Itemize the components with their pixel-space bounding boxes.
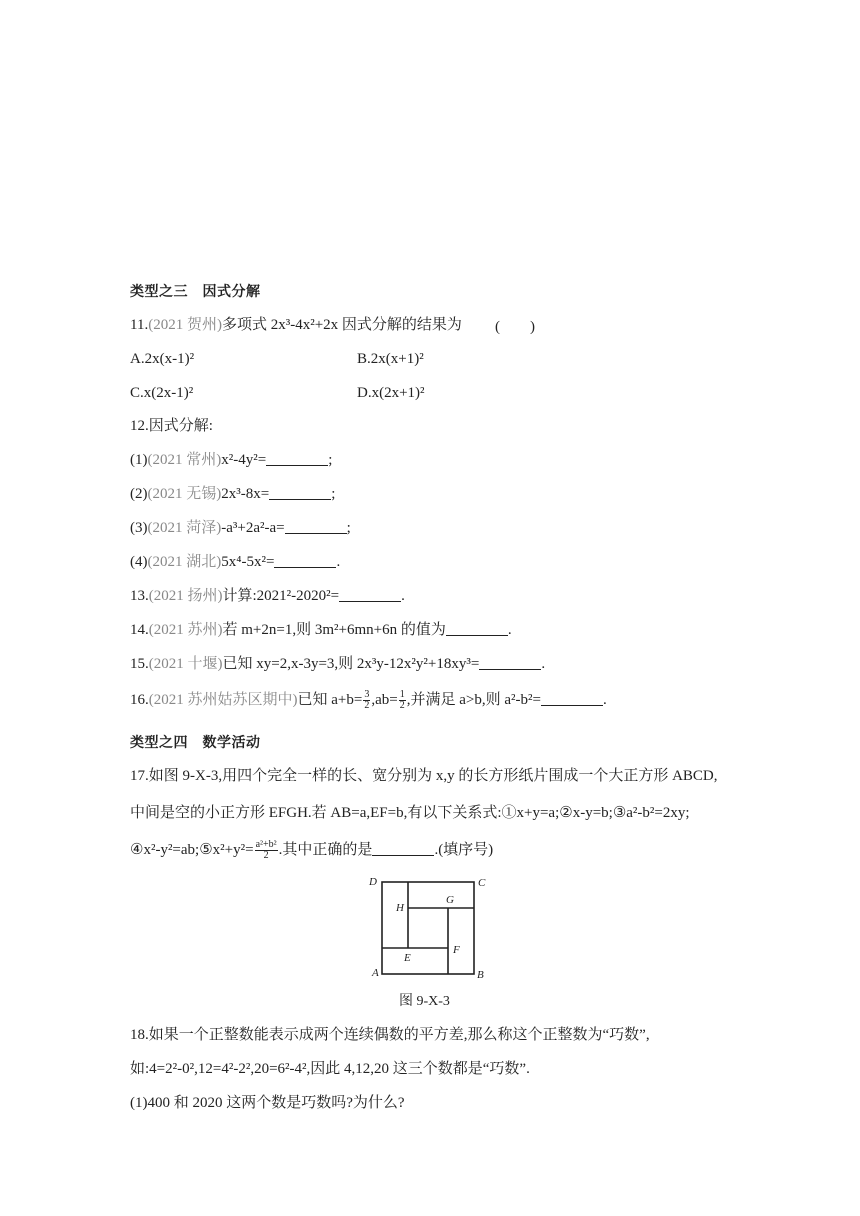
fraction bbox=[255, 840, 278, 861]
answer-blank[interactable] bbox=[479, 655, 541, 670]
section-title-math-activity: 类型之四 数学活动 bbox=[130, 735, 261, 751]
choice-c: C.x(2x-1)² bbox=[130, 385, 194, 401]
punctuation: .(填序号) bbox=[434, 842, 494, 858]
question-17-line-1: 17.如图 9-X-3,用四个完全一样的长、宽分别为 x,y 的长方形纸片围成一个大正方形 ABCD, bbox=[130, 768, 718, 784]
answer-blank[interactable] bbox=[285, 519, 347, 534]
fraction-numerator: 1 bbox=[399, 689, 405, 701]
question-12-intro: 12.因式分解: bbox=[130, 418, 213, 434]
answer-blank[interactable] bbox=[339, 587, 401, 602]
punctuation: . bbox=[401, 588, 405, 604]
expression: 2x³-8x= bbox=[221, 486, 270, 502]
question-number: 16. bbox=[130, 692, 149, 708]
question-source: (2021 苏州) bbox=[148, 622, 223, 638]
question-number: 15. bbox=[130, 656, 149, 672]
punctuation: . bbox=[541, 656, 546, 672]
answer-blank[interactable] bbox=[446, 621, 508, 636]
question-source: (2021 常州) bbox=[147, 452, 222, 468]
part-number: (2) bbox=[130, 486, 148, 502]
label-f: F bbox=[453, 944, 460, 956]
punctuation: ; bbox=[346, 520, 351, 536]
question-16 bbox=[130, 690, 607, 711]
question-18-line-2: 如:4=2²-0²,12=4²-2²,20=6²-4²,因此 4,12,20 这三个数都是“巧数”. bbox=[130, 1061, 530, 1077]
question-number: 13. bbox=[130, 588, 149, 604]
question-source: (2021 扬州) bbox=[148, 588, 223, 604]
choice-d: D.x(2x+1)² bbox=[357, 385, 425, 401]
question-15 bbox=[130, 654, 545, 674]
outer-square-abcd bbox=[382, 882, 474, 974]
question-12-part-1 bbox=[130, 450, 332, 470]
question-13 bbox=[130, 586, 405, 606]
expression: 5x⁴-5x²= bbox=[221, 554, 275, 570]
question-source: (2021 菏泽) bbox=[147, 520, 222, 536]
fraction bbox=[399, 690, 406, 711]
choice-a: A.2x(x-1)² bbox=[130, 351, 195, 367]
question-stem: ,ab= bbox=[371, 692, 398, 708]
part-number: (3) bbox=[130, 520, 148, 536]
question-source: (2021 湖北) bbox=[147, 554, 222, 570]
question-12-part-4 bbox=[130, 552, 340, 572]
answer-blank[interactable] bbox=[372, 841, 434, 856]
punctuation: . bbox=[336, 554, 341, 570]
question-18-part-1: (1)400 和 2020 这两个数是巧数吗?为什么? bbox=[130, 1095, 405, 1111]
fraction-denominator: 2 bbox=[364, 700, 370, 712]
question-stem: 若 m+2n=1,则 3m²+6mn+6n 的值为 bbox=[222, 622, 446, 638]
label-h: H bbox=[396, 902, 404, 914]
section-title-factorization: 类型之三 因式分解 bbox=[130, 284, 261, 300]
question-17-line-2: 中间是空的小正方形 EFGH.若 AB=a,EF=b,有以下关系式:①x+y=a;②x-y=b;③a²-b²=2xy; bbox=[130, 805, 690, 821]
fraction bbox=[363, 690, 370, 711]
question-stem: .其中正确的是 bbox=[278, 842, 373, 858]
question-14 bbox=[130, 620, 512, 640]
answer-blank[interactable] bbox=[266, 451, 328, 466]
question-stem: ,并满足 a>b,则 a²-b²= bbox=[406, 692, 541, 708]
question-source: (2021 无锡) bbox=[147, 486, 222, 502]
fraction-numerator: a²+b² bbox=[255, 839, 277, 851]
question-stem: 已知 a+b= bbox=[297, 692, 363, 708]
square-diagram bbox=[364, 870, 494, 980]
label-a: A bbox=[372, 967, 379, 979]
label-d: D bbox=[369, 876, 377, 888]
fraction-denominator: 2 bbox=[399, 700, 405, 712]
question-source: (2021 贺州) bbox=[148, 317, 222, 333]
figure-caption: 图 9-X-3 bbox=[399, 994, 450, 1009]
expression: -a³+2a²-a= bbox=[221, 520, 285, 536]
label-e: E bbox=[404, 952, 411, 964]
question-stem: 计算:2021²-2020²= bbox=[222, 588, 340, 604]
question-11 bbox=[130, 315, 462, 335]
answer-blank[interactable] bbox=[274, 553, 336, 568]
part-number: (4) bbox=[130, 554, 148, 570]
question-source: (2021 十堰) bbox=[148, 656, 223, 672]
answer-bracket: ( ) bbox=[495, 319, 535, 335]
answer-blank[interactable] bbox=[541, 691, 603, 706]
label-b: B bbox=[477, 969, 484, 980]
fraction-numerator: 3 bbox=[364, 689, 370, 701]
expression: x²-4y²= bbox=[221, 452, 267, 468]
question-number: 14. bbox=[130, 622, 149, 638]
question-12-part-2 bbox=[130, 484, 335, 504]
choice-b: B.2x(x+1)² bbox=[357, 351, 424, 367]
question-number: 11. bbox=[130, 317, 149, 333]
question-stem: ④x²-y²=ab;⑤x²+y²= bbox=[130, 842, 254, 858]
question-17-line-3 bbox=[130, 840, 493, 861]
fraction-denominator: 2 bbox=[263, 850, 269, 862]
question-stem: 多项式 2x³-4x²+2x 因式分解的结果为 bbox=[221, 317, 462, 333]
punctuation: . bbox=[507, 622, 512, 638]
punctuation: ; bbox=[328, 452, 333, 468]
punctuation: . bbox=[602, 692, 607, 708]
label-c: C bbox=[478, 877, 486, 889]
answer-blank[interactable] bbox=[269, 485, 331, 500]
punctuation: ; bbox=[331, 486, 336, 502]
label-g: G bbox=[446, 894, 454, 906]
question-18-line-1: 18.如果一个正整数能表示成两个连续偶数的平方差,那么称这个正整数为“巧数”, bbox=[130, 1027, 650, 1043]
part-number: (1) bbox=[130, 452, 148, 468]
question-12-part-3 bbox=[130, 518, 351, 538]
question-source: (2021 苏州姑苏区期中) bbox=[148, 692, 298, 708]
question-stem: 已知 xy=2,x-3y=3,则 2x³y-12x²y²+18xy³= bbox=[222, 656, 480, 672]
